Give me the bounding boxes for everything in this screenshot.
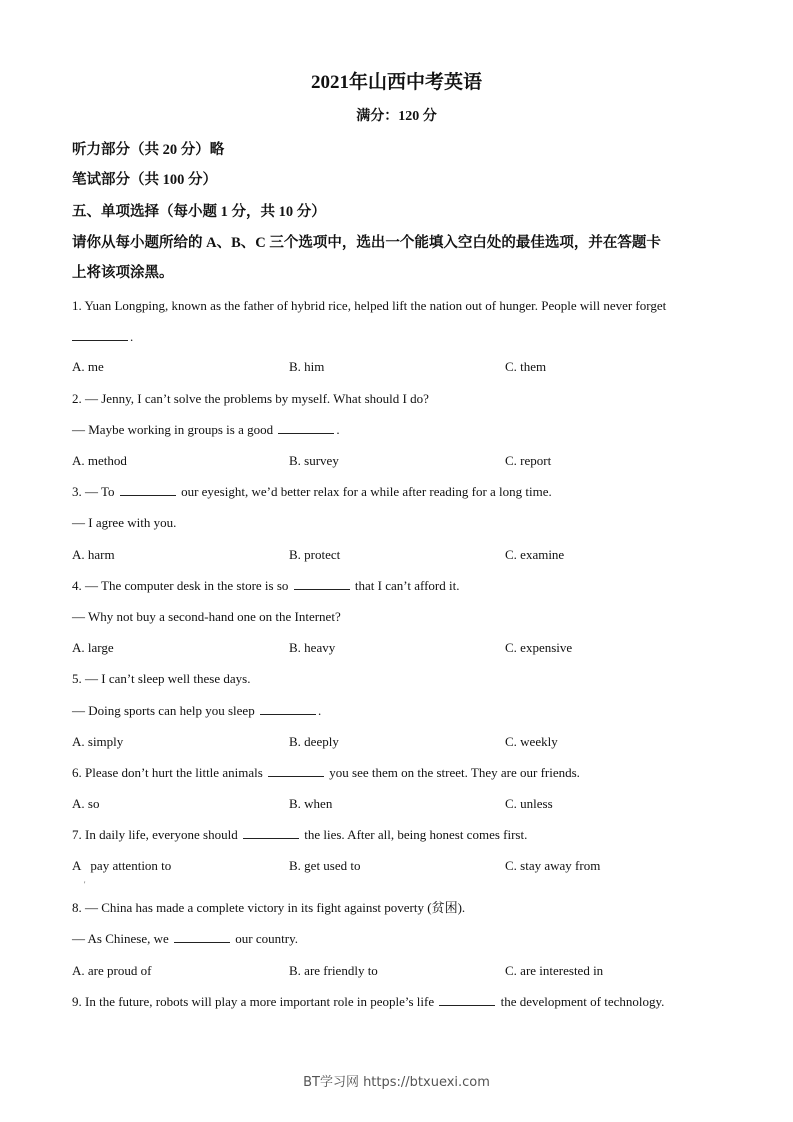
answer-blank — [260, 703, 316, 715]
listening-section-heading: 听力部分（共 20 分）略 — [72, 142, 225, 158]
question-2-line-1: 2. — Jenny, I can’t solve the problems by myself. What should I do? — [72, 391, 429, 406]
written-section-heading: 笔试部分（共 100 分） — [72, 172, 217, 188]
question-4-line-1: 4. — The computer desk in the store is so that I can’t afford it. — [72, 578, 460, 593]
question-8-option-b: B. are friendly to — [289, 963, 378, 978]
question-9-line-1: 9. In the future, robots will play a more important role in people’s life the development of technology. — [72, 994, 665, 1009]
answer-blank — [278, 422, 334, 434]
answer-blank — [243, 827, 299, 839]
question-6-option-b: B. when — [289, 796, 333, 811]
part5-heading: 五、单项选择（每小题 1 分，共 10 分） — [72, 204, 326, 220]
question-7-option-c: C. stay away from — [505, 858, 601, 873]
question-2-option-a: A. method — [72, 453, 127, 468]
instruction-line-1: 请你从每小题所给的 A、B、C 三个选项中，选出一个能填入空白处的最佳选项，并在答题卡 — [72, 235, 661, 251]
watermark-footer: BT学习网 https://btxuexi.com — [303, 1075, 490, 1090]
question-3-option-a: A. harm — [72, 547, 115, 562]
page-title: 2021年山西中考英语 — [310, 72, 482, 93]
question-8-line-2: — As Chinese, we our country. — [72, 931, 298, 946]
question-3-option-b: B. protect — [289, 547, 341, 562]
question-7-option-a: A pay attention to — [72, 858, 172, 873]
question-6-line-1: 6. Please don’t hurt the little animals you see them on the street. They are our friends. — [72, 765, 580, 780]
answer-blank — [72, 329, 128, 341]
question-1-line-2: . — [72, 329, 133, 345]
question-2-option-c: C. report — [505, 453, 552, 468]
question-4-option-a: A. large — [72, 640, 114, 655]
question-8-option-c: C. are interested in — [505, 963, 604, 978]
full-score: 满分：120 分 — [356, 109, 437, 124]
answer-blank — [120, 484, 176, 496]
question-4-option-c: C. expensive — [505, 640, 573, 655]
question-3-option-c: C. examine — [505, 547, 565, 562]
question-2-line-2: — Maybe working in groups is a good . — [72, 422, 340, 437]
question-1-option-c: C. them — [505, 359, 547, 374]
question-6-option-a: A. so — [72, 796, 100, 811]
stray-mark: ' — [84, 880, 86, 889]
question-1-option-b: B. him — [289, 359, 325, 374]
question-5-option-a: A. simply — [72, 734, 124, 749]
answer-blank — [439, 994, 495, 1006]
answer-blank — [174, 931, 230, 943]
question-5-line-1: 5. — I can’t sleep well these days. — [72, 671, 251, 686]
question-7-line-1: 7. In daily life, everyone should the lies. After all, being honest comes first. — [72, 827, 528, 842]
question-1-line-1: 1. Yuan Longping, known as the father of hybrid rice, helped lift the nation out of hunger. People will never forget — [72, 298, 667, 313]
question-5-option-b: B. deeply — [289, 734, 339, 749]
question-1-option-a: A. me — [72, 359, 104, 374]
instruction-line-2: 上将该项涂黑。 — [72, 265, 174, 281]
question-3-line-1: 3. — To our eyesight, we’d better relax for a while after reading for a long time. — [72, 484, 552, 499]
question-7-option-b: B. get used to — [289, 858, 361, 873]
question-4-line-2: — Why not buy a second-hand one on the Internet? — [72, 609, 341, 624]
question-8-line-1: 8. — China has made a complete victory in its fight against poverty (贫困). — [72, 900, 466, 915]
question-6-option-c: C. unless — [505, 796, 553, 811]
question-2-option-b: B. survey — [289, 453, 339, 468]
question-8-option-a: A. are proud of — [72, 963, 152, 978]
answer-blank — [294, 578, 350, 590]
question-5-line-2: — Doing sports can help you sleep . — [72, 703, 322, 718]
question-5-option-c: C. weekly — [505, 734, 558, 749]
question-4-option-b: B. heavy — [289, 640, 336, 655]
answer-blank — [268, 765, 324, 777]
question-3-line-2: — I agree with you. — [72, 515, 177, 530]
